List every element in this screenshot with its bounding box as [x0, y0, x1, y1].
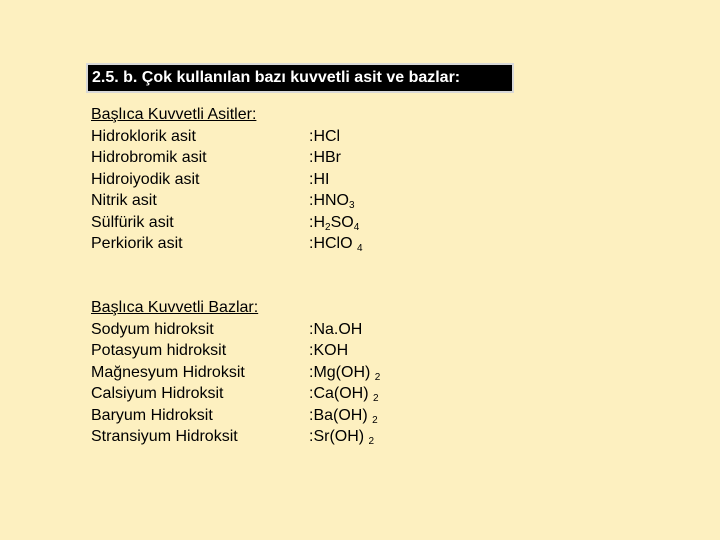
base-row [91, 319, 380, 341]
acid-formula: $:HNO_3$ [309, 192, 355, 211]
acid-row [91, 212, 363, 234]
acid-row [91, 169, 363, 191]
acid-row [91, 190, 363, 212]
base-row [91, 383, 380, 405]
base-row [91, 426, 380, 448]
base-row [91, 340, 380, 362]
base-name: Sodyum hidroksit [91, 320, 214, 338]
base-name: Stransiyum Hidroksit [91, 428, 238, 445]
base-formula: :KOH [309, 342, 349, 359]
acid-formula: $:H_2SO_4$ [309, 213, 360, 233]
acid-name: Nitrik asit [91, 192, 157, 209]
acid-name: Perkiorik asit [91, 235, 183, 252]
acid-formula: :HCl [309, 127, 341, 145]
base-formula: :Na.OH [309, 320, 363, 338]
acid-name: Hidrobromik asit [91, 149, 207, 166]
acid-name: Hidroklorik asit [91, 127, 196, 145]
strong-bases-section [91, 297, 380, 448]
strong-acids-section [91, 104, 363, 255]
acid-row [91, 233, 363, 255]
base-formula: :Ba(OH) $_2$ [309, 406, 378, 426]
acid-formula: :HI [309, 170, 330, 188]
base-row [91, 405, 380, 427]
base-formula: :Sr(OH) $_2$ [309, 428, 375, 447]
slide-title: 2.5. b. Çok kullanılan bazı kuvvetli asit ve bazlar: [86, 63, 514, 93]
base-name: Baryum Hidroksit [91, 406, 213, 424]
base-row [91, 362, 380, 384]
acid-formula: :HClO $_4$ [309, 235, 363, 254]
base-name: Calsiyum Hidroksit [91, 385, 224, 402]
base-formula: :Ca(OH) $_2$ [309, 385, 379, 404]
acids-heading: Başlıca Kuvvetli Asitler: [91, 106, 257, 123]
acid-row [91, 147, 363, 169]
acid-name: Hidroiyodik asit [91, 170, 200, 188]
acid-formula: :HBr [309, 149, 341, 166]
acid-row [91, 126, 363, 148]
acid-name: Sülfürik asit [91, 213, 174, 231]
base-name: Potasyum hidroksit [91, 342, 227, 359]
base-name: Mağnesyum Hidroksit [91, 363, 245, 381]
bases-heading: Başlıca Kuvvetli Bazlar: [91, 299, 259, 316]
base-formula: :Mg(OH) $_2$ [309, 363, 381, 383]
